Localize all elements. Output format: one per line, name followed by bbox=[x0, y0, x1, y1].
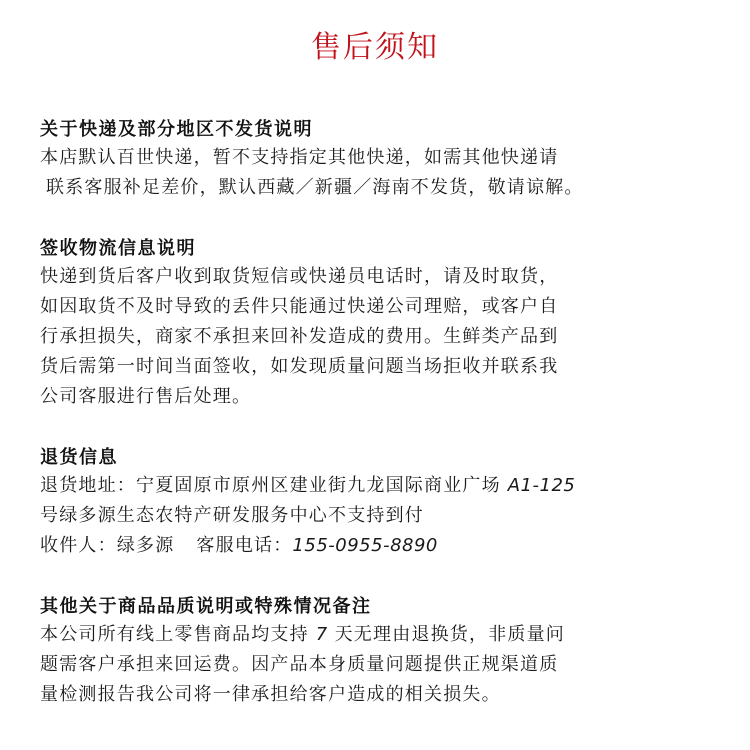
section-heading: 关于快递及部分地区不发货说明 bbox=[40, 119, 313, 140]
return-address-label: 退货地址： bbox=[40, 475, 136, 496]
paragraph-text: 本公司所有线上零售商品均支持 bbox=[40, 624, 309, 645]
paragraph-line: 号绿多源生态农特产研发服务中心不支持到付 bbox=[40, 505, 424, 526]
paragraph-line: 行承担损失，商家不承担来回补发造成的费用。生鲜类产品到 bbox=[40, 326, 559, 347]
paragraph-line bbox=[40, 620, 716, 650]
phone-number: 155-0955-8890 bbox=[292, 535, 438, 556]
section-delivery-receipt bbox=[40, 236, 716, 412]
section-heading: 其他关于商品品质说明或特殊情况备注 bbox=[40, 596, 372, 617]
recipient-name: 绿多源 bbox=[116, 535, 175, 556]
section-heading: 退货信息 bbox=[40, 447, 118, 468]
paragraph-line: 公司客服进行售后处理。 bbox=[40, 386, 252, 407]
paragraph-line: 联系客服补足差价，默认西藏／新疆／海南不发货，敬请谅解。 bbox=[46, 177, 584, 198]
recipient-line bbox=[40, 531, 716, 561]
paragraph-line: 如因取货不及时导致的丢件只能通过快递公司理赔，或客户自 bbox=[40, 296, 559, 317]
paragraph-line: 快递到货后客户收到取货短信或快递员电话时，请及时取货， bbox=[40, 266, 559, 287]
phone-label: 客服电话： bbox=[196, 535, 293, 556]
section-return-info bbox=[40, 445, 716, 561]
section-shipping-notes bbox=[40, 117, 716, 203]
paragraph-line: 题需客户承担来回运费。因产品本身质量问题提供正规渠道质 bbox=[40, 654, 559, 675]
paragraph-text: 天无理由退换货，非质量问 bbox=[334, 624, 566, 645]
section-heading: 签收物流信息说明 bbox=[40, 238, 196, 259]
page-title: 售后须知 bbox=[311, 30, 439, 65]
return-address-unit: A1-125 bbox=[507, 475, 576, 496]
paragraph-line: 量检测报告我公司将一律承担给客户造成的相关损失。 bbox=[40, 684, 501, 705]
recipient-label: 收件人： bbox=[40, 535, 117, 556]
return-address-text: 宁夏固原市原州区建业街九龙国际商业广场 bbox=[136, 475, 501, 496]
return-address-line bbox=[40, 471, 716, 501]
section-quality-notes bbox=[40, 594, 716, 710]
paragraph-line: 本店默认百世快递，暂不支持指定其他快递，如需其他快递请 bbox=[40, 147, 559, 168]
paragraph-line: 货后需第一时间当面签收，如发现质量问题当场拒收并联系我 bbox=[40, 356, 559, 377]
return-days: 7 bbox=[315, 624, 328, 645]
